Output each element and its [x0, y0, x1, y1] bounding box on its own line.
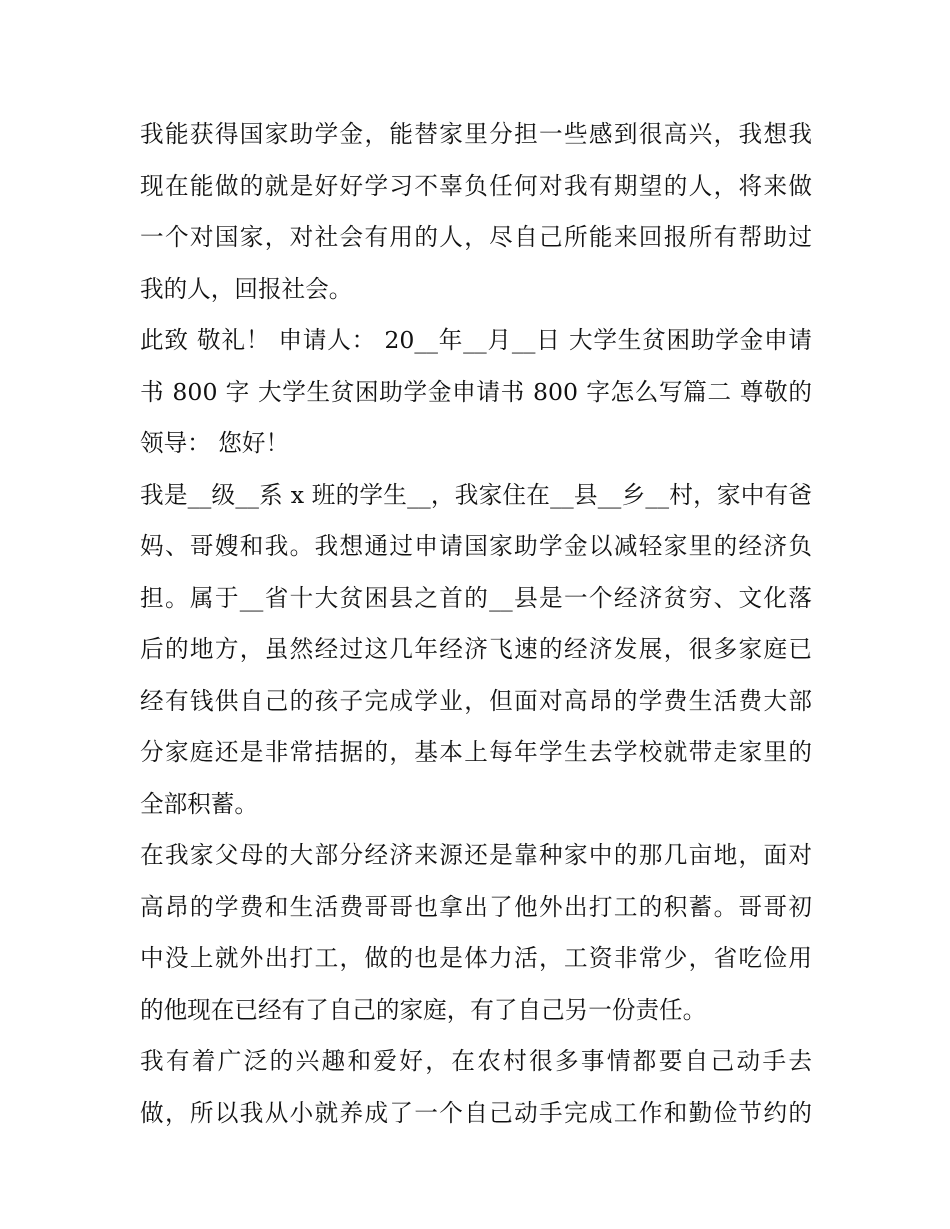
text-line: 书 800 字 大学生贫困助学金申请书 800 字怎么写篇二 尊敬的 — [140, 377, 812, 406]
text-line: 经有钱供自己的孩子完成学业，但面对高昂的学费生活费大部 — [140, 686, 812, 715]
text-line: 现在能做的就是好好学习不辜负任何对我有期望的人，将来做 — [140, 171, 812, 200]
text-line: 我是__级__系 x 班的学生__，我家住在__县__乡__村，家中有爸 — [140, 480, 812, 509]
text-line: 领导： 您好！ — [140, 429, 290, 457]
text-line: 中没上就外出打工，做的也是体力活，工资非常少，省吃俭用 — [140, 944, 812, 972]
text-line: 担。属于__省十大贫困县之首的__县是一个经济贫穷、文化落 — [140, 583, 812, 612]
text-line: 高昂的学费和生活费哥哥也拿出了他外出打工的积蓄。哥哥初 — [140, 892, 812, 921]
document-body — [140, 109, 812, 1139]
text-line: 我的人，回报社会。 — [140, 274, 353, 303]
text-line: 的他现在已经有了自己的家庭，有了自己另一份责任。 — [140, 995, 707, 1024]
text-line: 我能获得国家助学金，能替家里分担一些感到很高兴，我想我 — [140, 120, 812, 148]
text-line: 一个对国家，对社会有用的人，尽自己所能来回报所有帮助过 — [140, 223, 812, 251]
text-line: 后的地方，虽然经过这几年经济飞速的经济发展，很多家庭已 — [140, 635, 812, 663]
text-line: 全部积蓄。 — [140, 789, 258, 818]
text-line: 妈、哥嫂和我。我想通过申请国家助学金以减轻家里的经济负 — [140, 532, 812, 560]
text-line: 在我家父母的大部分经济来源还是靠种家中的那几亩地，面对 — [140, 841, 812, 869]
text-line: 分家庭还是非常拮据的，基本上每年学生去学校就带走家里的 — [140, 738, 812, 766]
text-line: 我有着广泛的兴趣和爱好，在农村很多事情都要自己动手去 — [140, 1047, 812, 1075]
text-line: 做，所以我从小就养成了一个自己动手完成工作和勤俭节约的 — [140, 1098, 812, 1127]
text-line: 此致 敬礼！ 申请人： 20__年__月__日 大学生贫困助学金申请 — [140, 326, 812, 354]
